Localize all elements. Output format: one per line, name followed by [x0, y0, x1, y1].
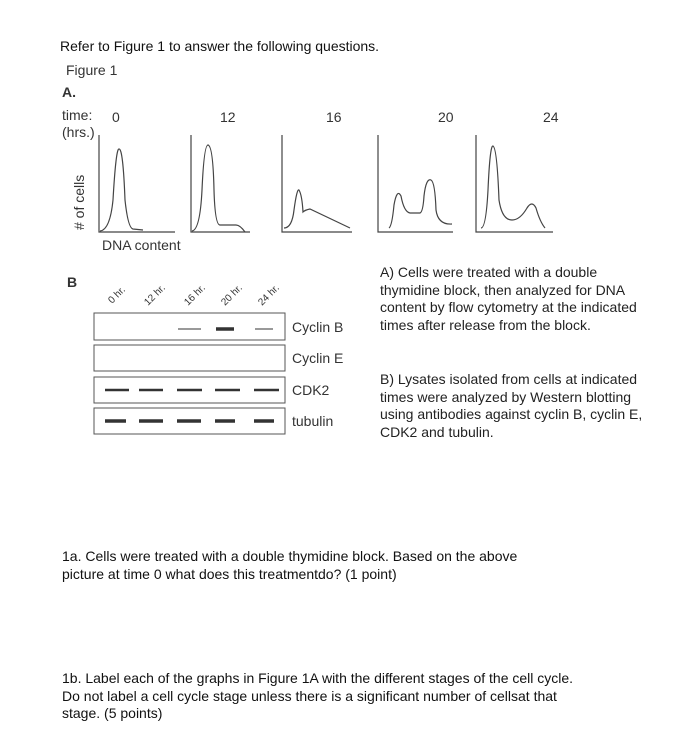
question-1a: 1a. Cells were treated with a double thymidine block. Based on the above picture at time 0 what does this treatmentdo? (1 point) — [62, 548, 518, 582]
histogram-24h — [476, 135, 553, 232]
blot-bands — [105, 329, 279, 421]
row-cyclin-e: Cyclin E — [292, 350, 344, 366]
y-axis-label: # of cells — [71, 174, 87, 230]
lane-12h: 12 hr. — [142, 282, 168, 309]
time-0: 0 — [112, 109, 120, 125]
hrs-label: (hrs.) — [62, 124, 95, 140]
time-label: time: — [62, 107, 93, 123]
row-cdk2: CDK2 — [292, 382, 330, 398]
question-1b: 1b. Label each of the graphs in Figure 1A with the different stages of the cell cycle. Do not label a cell cycle stage unless there is a significant number of cellsat that stage. (5 points) — [62, 670, 574, 721]
blot-cyclin-e — [94, 345, 285, 371]
histogram-12h — [191, 135, 250, 232]
histogram-20h — [378, 135, 453, 232]
lane-16h: 16 hr. — [182, 282, 208, 309]
panel-b-label: B — [67, 274, 78, 290]
time-24: 24 — [543, 109, 559, 125]
row-cyclin-b: Cyclin B — [292, 319, 344, 335]
histogram-16h — [282, 135, 352, 232]
panel-a-label: A. — [62, 84, 76, 100]
row-tubulin: tubulin — [292, 413, 334, 429]
lane-20h: 20 hr. — [219, 282, 245, 309]
lane-0h: 0 hr. — [106, 284, 128, 307]
figure-title: Figure 1 — [66, 62, 118, 78]
time-20: 20 — [438, 109, 454, 125]
caption-a: A) Cells were treated with a double thymidine block, then analyzed for DNA content by flow cytometry at the indicated times after release from the block. — [380, 264, 637, 333]
lane-24h: 24 hr. — [256, 282, 282, 309]
intro-text: Refer to Figure 1 to answer the following questions. — [60, 38, 380, 54]
caption-b: B) Lysates isolated from cells at indicated times were analyzed by Western blotting using antibodies against cyclin B, cyclin E, CDK2 and tubulin. — [380, 371, 643, 440]
blot-cyclin-b — [94, 313, 285, 340]
time-12: 12 — [220, 109, 236, 125]
x-axis-label: DNA content — [102, 237, 181, 253]
histogram-0h — [99, 135, 175, 232]
time-16: 16 — [326, 109, 342, 125]
